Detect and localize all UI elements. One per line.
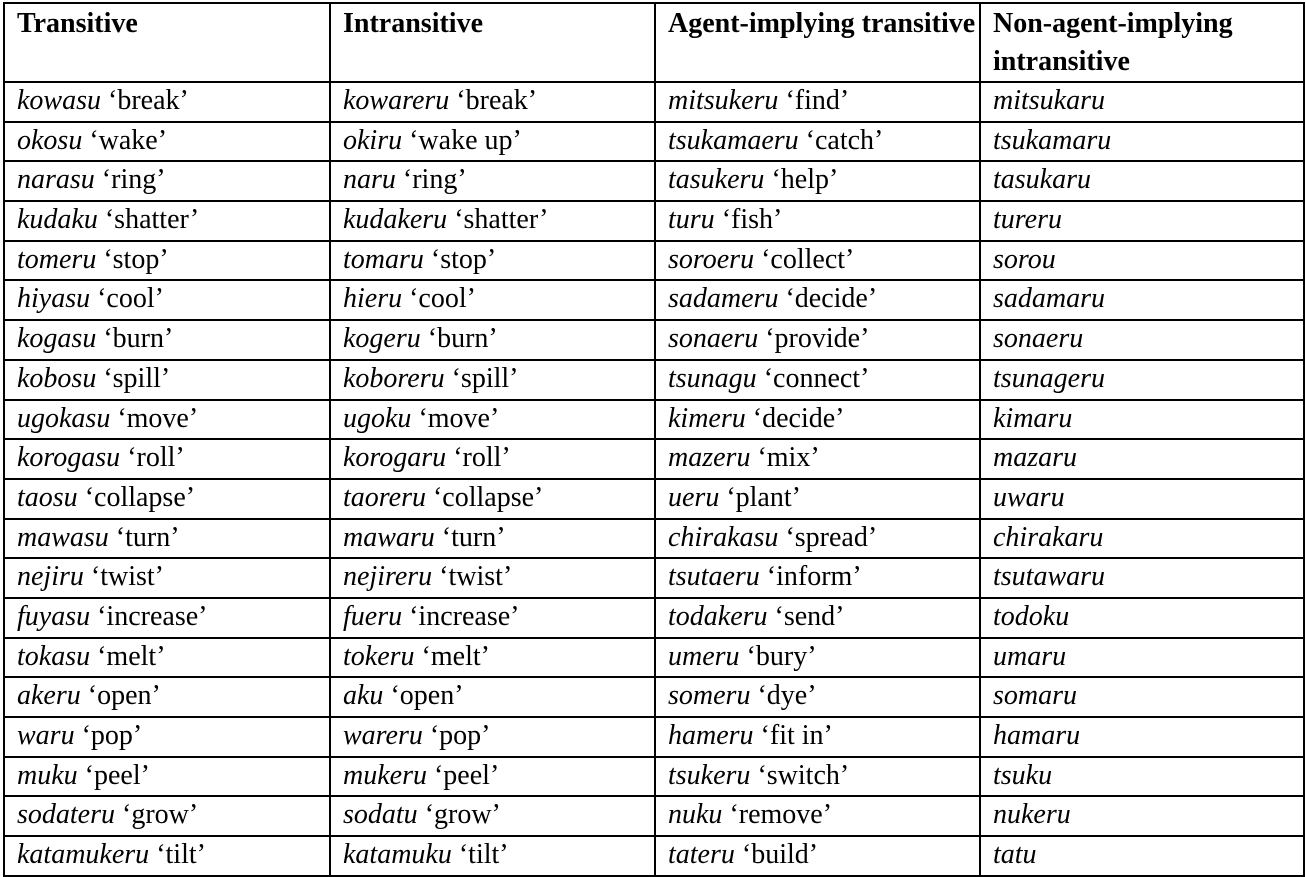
verb-form: tsunagu (668, 362, 757, 394)
verb-gloss: ‘pop’ (81, 720, 143, 751)
cell-intransitive (330, 82, 655, 122)
cell-transitive (4, 280, 330, 320)
verb-gloss: ‘wake’ (89, 124, 168, 156)
verb-gloss: ‘inform’ (766, 561, 862, 593)
cell-intransitive (330, 757, 655, 797)
cell-non-agent-implying-intransitive (980, 796, 1304, 836)
cell-intransitive (330, 519, 655, 559)
verb-gloss: ‘wake up’ (409, 124, 522, 156)
cell-transitive (4, 122, 330, 162)
verb-form: tomaru (343, 243, 424, 275)
cell-transitive (4, 479, 330, 519)
verb-gloss: ‘collapse’ (84, 481, 196, 513)
verb-form: nejiru (17, 561, 84, 593)
cell-non-agent-implying-intransitive (980, 757, 1304, 797)
cell-non-agent-implying-intransitive (980, 201, 1304, 241)
cell-agent-implying-transitive (655, 201, 980, 241)
cell-agent-implying-transitive (655, 717, 980, 757)
verb-gloss: ‘twist’ (90, 561, 164, 593)
cell-transitive (4, 638, 330, 678)
cell-non-agent-implying-intransitive (980, 519, 1304, 559)
cell-intransitive (330, 677, 655, 717)
verb-gloss: ‘peel’ (84, 759, 150, 791)
verb-gloss: ‘help’ (771, 164, 839, 196)
verb-pair-table (3, 2, 1305, 877)
verb-gloss: ‘collapse’ (432, 481, 544, 513)
cell-non-agent-implying-intransitive (980, 558, 1304, 598)
table-row (4, 360, 1304, 400)
verb-form: tomeru (17, 243, 97, 275)
table-row (4, 757, 1304, 797)
verb-gloss: ‘dye’ (757, 680, 817, 712)
cell-intransitive (330, 836, 655, 876)
verb-gloss: ‘cool’ (97, 283, 164, 315)
verb-form: nuku (668, 799, 723, 831)
table-row (4, 796, 1304, 836)
cell-transitive (4, 717, 330, 757)
verb-gloss: ‘tilt’ (156, 839, 206, 871)
verb-gloss: ‘shatter’ (454, 204, 549, 236)
table-row (4, 836, 1304, 876)
verb-form: tsukeru (668, 759, 751, 791)
verb-form: kimaru (993, 402, 1073, 434)
verb-form: chirakasu (668, 521, 779, 553)
cell-transitive (4, 201, 330, 241)
verb-form: mitsukaru (993, 85, 1105, 116)
verb-form: taosu (17, 481, 78, 513)
cell-agent-implying-transitive (655, 82, 980, 122)
table-row (4, 439, 1304, 479)
cell-intransitive (330, 796, 655, 836)
cell-transitive (4, 677, 330, 717)
cell-agent-implying-transitive (655, 677, 980, 717)
verb-form: korogaru (343, 442, 447, 474)
cell-non-agent-implying-intransitive (980, 479, 1304, 519)
verb-form: tokasu (17, 640, 91, 672)
verb-form: waru (17, 720, 75, 751)
verb-form: taoreru (343, 481, 426, 513)
verb-form: nejireru (343, 561, 433, 593)
table-row (4, 161, 1304, 201)
verb-form: tatu (993, 839, 1037, 871)
cell-non-agent-implying-intransitive (980, 400, 1304, 440)
verb-form: ueru (668, 481, 720, 513)
verb-gloss: ‘roll’ (127, 442, 185, 474)
verb-form: kudakeru (343, 204, 448, 236)
verb-form: mitsukeru (668, 85, 779, 116)
verb-form: sorou (993, 243, 1056, 275)
verb-gloss: ‘grow’ (424, 799, 501, 831)
verb-form: korogasu (17, 442, 121, 474)
header-row (4, 3, 1304, 82)
cell-intransitive (330, 717, 655, 757)
verb-gloss: ‘bury’ (746, 640, 817, 672)
cell-agent-implying-transitive (655, 400, 980, 440)
table-body (4, 82, 1304, 876)
verb-gloss: ‘find’ (785, 85, 850, 116)
table-row (4, 280, 1304, 320)
verb-gloss: ‘roll’ (453, 442, 511, 474)
verb-gloss: ‘burn’ (427, 323, 498, 355)
verb-form: uwaru (993, 481, 1065, 513)
verb-form: sodateru (17, 799, 115, 831)
verb-form: nukeru (993, 799, 1071, 831)
cell-transitive (4, 836, 330, 876)
table-row (4, 479, 1304, 519)
cell-agent-implying-transitive (655, 757, 980, 797)
cell-transitive (4, 360, 330, 400)
cell-transitive (4, 519, 330, 559)
verb-form: hieru (343, 283, 403, 315)
cell-non-agent-implying-intransitive (980, 320, 1304, 360)
cell-transitive (4, 241, 330, 281)
verb-gloss: ‘tilt’ (458, 839, 509, 871)
cell-transitive (4, 757, 330, 797)
verb-form: naru (343, 164, 396, 196)
cell-agent-implying-transitive (655, 519, 980, 559)
cell-intransitive (330, 558, 655, 598)
verb-gloss: ‘ring’ (101, 164, 166, 196)
verb-form: kobosu (17, 362, 97, 394)
verb-form: kimeru (668, 402, 746, 434)
table-row (4, 201, 1304, 241)
verb-gloss: ‘fit in’ (760, 720, 833, 751)
cell-non-agent-implying-intransitive (980, 598, 1304, 638)
verb-form: mawaru (343, 521, 435, 553)
verb-form: sonaeru (668, 323, 759, 355)
verb-form: kogasu (17, 323, 97, 355)
verb-form: mukeru (343, 759, 427, 791)
verb-gloss: ‘open’ (390, 680, 464, 712)
cell-transitive (4, 558, 330, 598)
cell-transitive (4, 400, 330, 440)
verb-form: umeru (668, 640, 740, 672)
verb-gloss: ‘peel’ (433, 759, 500, 791)
verb-gloss: ‘melt’ (97, 640, 166, 672)
cell-non-agent-implying-intransitive (980, 638, 1304, 678)
verb-form: kowasu (17, 85, 101, 116)
cell-agent-implying-transitive (655, 638, 980, 678)
cell-non-agent-implying-intransitive (980, 241, 1304, 281)
verb-form: katamuku (343, 839, 452, 871)
cell-intransitive (330, 598, 655, 638)
verb-gloss: ‘switch’ (757, 759, 850, 791)
verb-form: kudaku (17, 204, 98, 236)
verb-form: todoku (993, 600, 1070, 632)
verb-form: aku (343, 680, 384, 712)
cell-agent-implying-transitive (655, 598, 980, 638)
verb-gloss: ‘remove’ (729, 799, 833, 831)
verb-form: todakeru (668, 600, 768, 632)
verb-form: hiyasu (17, 283, 91, 315)
cell-agent-implying-transitive (655, 558, 980, 598)
verb-form: mawasu (17, 521, 109, 553)
verb-gloss: ‘move’ (418, 402, 500, 434)
verb-gloss: ‘stop’ (103, 243, 169, 275)
verb-form: hamaru (993, 720, 1081, 751)
cell-agent-implying-transitive (655, 280, 980, 320)
table-row (4, 320, 1304, 360)
cell-agent-implying-transitive (655, 479, 980, 519)
verb-gloss: ‘decide’ (785, 283, 878, 315)
verb-gloss: ‘fish’ (721, 204, 783, 236)
verb-gloss: ‘connect’ (763, 362, 870, 394)
verb-form: soroeru (668, 243, 755, 275)
verb-form: fuyasu (17, 600, 91, 632)
verb-gloss: ‘melt’ (421, 640, 490, 672)
table-row (4, 519, 1304, 559)
verb-form: tsukamaeru (668, 124, 799, 156)
verb-gloss: ‘open’ (87, 680, 161, 712)
cell-agent-implying-transitive (655, 796, 980, 836)
verb-gloss: ‘ring’ (402, 164, 467, 196)
verb-gloss: ‘cool’ (409, 283, 476, 315)
verb-form: kogeru (343, 323, 421, 355)
verb-gloss: ‘catch’ (805, 124, 884, 156)
verb-form: sadamaru (993, 283, 1106, 315)
verb-gloss: ‘mix’ (757, 442, 820, 474)
cell-agent-implying-transitive (655, 161, 980, 201)
verb-gloss: ‘collect’ (761, 243, 855, 275)
verb-form: tsutawaru (993, 561, 1106, 593)
verb-form: tasukaru (993, 164, 1091, 196)
cell-agent-implying-transitive (655, 320, 980, 360)
verb-form: tsukamaru (993, 124, 1112, 156)
verb-form: narasu (17, 164, 95, 196)
verb-form: tasukeru (668, 164, 765, 196)
verb-gloss: ‘spread’ (785, 521, 878, 553)
verb-form: someru (668, 680, 751, 712)
verb-gloss: ‘spill’ (451, 362, 519, 394)
verb-form: chirakaru (993, 521, 1104, 553)
cell-transitive (4, 439, 330, 479)
verb-form: sonaeru (993, 323, 1084, 355)
verb-form: tsunageru (993, 362, 1105, 394)
verb-form: ugokasu (17, 402, 111, 434)
table-row (4, 558, 1304, 598)
cell-agent-implying-transitive (655, 439, 980, 479)
verb-form: mazaru (993, 442, 1078, 474)
verb-gloss: ‘plant’ (726, 481, 801, 513)
verb-form: mazeru (668, 442, 751, 474)
verb-form: umaru (993, 640, 1067, 672)
cell-intransitive (330, 400, 655, 440)
cell-non-agent-implying-intransitive (980, 439, 1304, 479)
verb-gloss: ‘move’ (117, 402, 199, 434)
cell-non-agent-implying-intransitive (980, 161, 1304, 201)
cell-intransitive (330, 638, 655, 678)
verb-gloss: ‘decide’ (752, 402, 845, 434)
verb-gloss: ‘build’ (741, 839, 819, 871)
verb-form: turu (668, 204, 715, 236)
cell-agent-implying-transitive (655, 241, 980, 281)
verb-form: kowareru (343, 85, 450, 116)
cell-intransitive (330, 201, 655, 241)
cell-transitive (4, 320, 330, 360)
verb-gloss: ‘break’ (108, 85, 189, 116)
verb-gloss: ‘increase’ (97, 600, 208, 632)
cell-intransitive (330, 280, 655, 320)
verb-form: somaru (993, 680, 1078, 712)
verb-gloss: ‘turn’ (441, 521, 506, 553)
cell-non-agent-implying-intransitive (980, 280, 1304, 320)
cell-intransitive (330, 479, 655, 519)
header-intransitive: Intransitive (330, 3, 655, 82)
cell-intransitive (330, 439, 655, 479)
verb-form: okiru (343, 124, 403, 156)
table-row (4, 598, 1304, 638)
table-row (4, 241, 1304, 281)
table-row (4, 717, 1304, 757)
verb-form: tokeru (343, 640, 415, 672)
cell-non-agent-implying-intransitive (980, 717, 1304, 757)
cell-non-agent-implying-intransitive (980, 122, 1304, 162)
cell-intransitive (330, 360, 655, 400)
verb-form: ugoku (343, 402, 412, 434)
verb-form: tsutaeru (668, 561, 760, 593)
verb-form: muku (17, 759, 78, 791)
cell-intransitive (330, 241, 655, 281)
cell-intransitive (330, 122, 655, 162)
cell-intransitive (330, 161, 655, 201)
cell-transitive (4, 161, 330, 201)
table-row (4, 677, 1304, 717)
verb-gloss: ‘provide’ (765, 323, 870, 355)
verb-form: tureru (993, 204, 1062, 236)
verb-form: okosu (17, 124, 83, 156)
cell-non-agent-implying-intransitive (980, 677, 1304, 717)
verb-form: sadameru (668, 283, 779, 315)
cell-transitive (4, 598, 330, 638)
cell-non-agent-implying-intransitive (980, 360, 1304, 400)
table-row (4, 122, 1304, 162)
cell-agent-implying-transitive (655, 122, 980, 162)
verb-gloss: ‘increase’ (409, 600, 520, 632)
verb-gloss: ‘turn’ (115, 521, 180, 553)
verb-form: tateru (668, 839, 735, 871)
verb-gloss: ‘spill’ (103, 362, 171, 394)
verb-gloss: ‘pop’ (429, 720, 491, 751)
cell-transitive (4, 82, 330, 122)
cell-agent-implying-transitive (655, 360, 980, 400)
verb-gloss: ‘stop’ (430, 243, 497, 275)
verb-form: fueru (343, 600, 403, 632)
cell-intransitive (330, 320, 655, 360)
table-row (4, 400, 1304, 440)
verb-form: koboreru (343, 362, 445, 394)
verb-form: wareru (343, 720, 423, 751)
table-row (4, 82, 1304, 122)
cell-transitive (4, 796, 330, 836)
cell-non-agent-implying-intransitive (980, 836, 1304, 876)
verb-form: hameru (668, 720, 754, 751)
cell-agent-implying-transitive (655, 836, 980, 876)
verb-form: tsuku (993, 759, 1053, 791)
verb-gloss: ‘break’ (456, 85, 538, 116)
cell-non-agent-implying-intransitive (980, 82, 1304, 122)
header-transitive: Transitive (4, 3, 330, 82)
table-row (4, 638, 1304, 678)
verb-gloss: ‘send’ (774, 600, 845, 632)
verb-form: akeru (17, 680, 81, 712)
header-agent-implying-transitive: Agent-implying transitive (655, 3, 980, 82)
verb-gloss: ‘burn’ (103, 323, 174, 355)
verb-gloss: ‘shatter’ (104, 204, 200, 236)
header-non-agent-implying-intransitive: Non-agent-implying intransitive (980, 3, 1304, 82)
verb-gloss: ‘twist’ (439, 561, 513, 593)
verb-gloss: ‘grow’ (122, 799, 199, 831)
verb-form: sodatu (343, 799, 418, 831)
verb-form: katamukeru (17, 839, 150, 871)
